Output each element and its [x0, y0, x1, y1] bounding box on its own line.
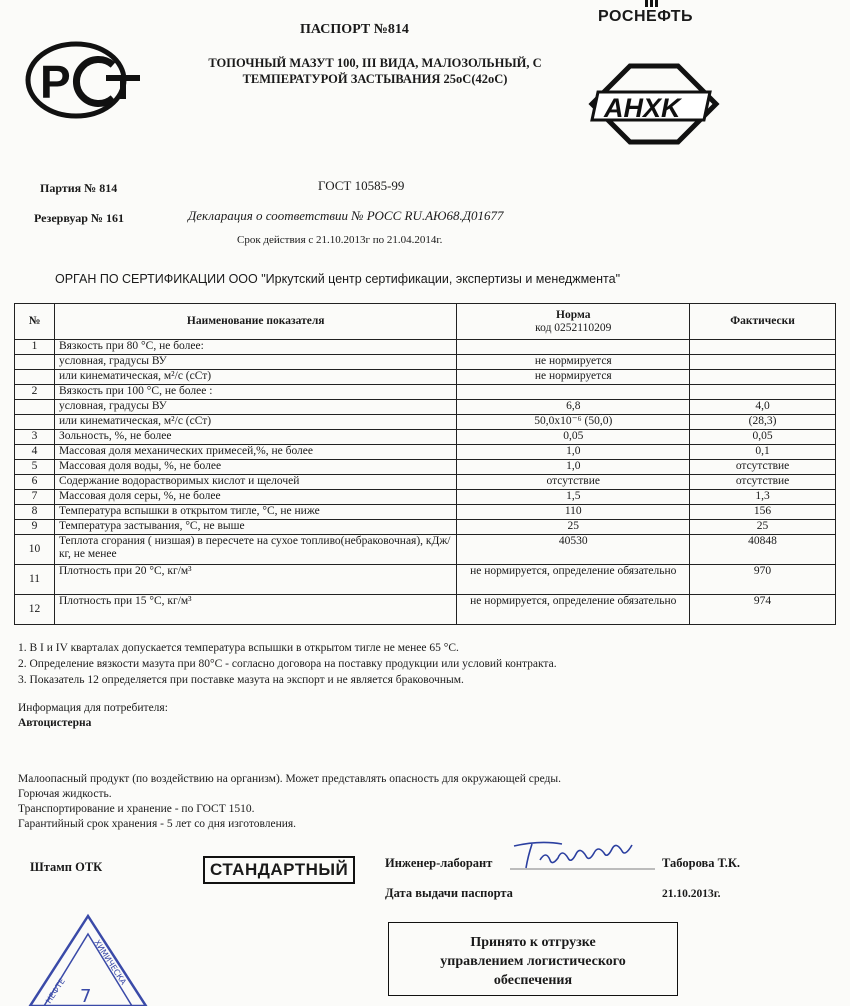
row-parameter-name: Теплота сгорания ( низшая) в пересчете на сухое топливо(небраковочная), кДж/кг, не менее	[54, 535, 456, 565]
table-row	[15, 595, 836, 625]
party-number: Партия № 814	[40, 181, 118, 195]
header-norm	[457, 304, 690, 340]
row-norm-value: 1,0	[457, 460, 690, 475]
row-parameter-name: или кинематическая, м²/с (сСт)	[54, 370, 456, 385]
company-seal	[28, 912, 148, 1006]
row-parameter-name: или кинематическая, м²/с (сСт)	[54, 415, 456, 430]
row-actual-value: 974	[690, 595, 836, 625]
row-parameter-name: Массовая доля механических примесей,%, не более	[54, 445, 456, 460]
subtitle-line-2: ТЕМПЕРАТУРОЙ ЗАСТЫВАНИЯ 25оС(42оС)	[242, 72, 508, 86]
row-actual-value: отсутствие	[690, 460, 836, 475]
row-parameter-name: Температура застывания, °С, не выше	[54, 520, 456, 535]
engineer-signature	[510, 838, 660, 872]
issue-date: 21.10.2013г.	[662, 888, 721, 900]
svg-text:7: 7	[80, 986, 92, 1006]
accept-line-1: Принято к отгрузке	[470, 935, 596, 950]
engineer-name: Таборова Т.К.	[662, 856, 741, 870]
row-number: 6	[15, 475, 55, 490]
row-norm-value: 50,0х10⁻⁶ (50,0)	[457, 415, 690, 430]
row-parameter-name: Вязкость при 100 °С, не более :	[54, 385, 456, 400]
declaration: Декларация о соответствии № РОСС RU.АЮ68.Д01677	[188, 208, 504, 223]
validity-period: Срок действия с 21.10.2013г по 21.04.2014г.	[237, 234, 443, 246]
row-number: 12	[15, 595, 55, 625]
issue-date-label: Дата выдачи паспорта	[385, 886, 513, 900]
row-parameter-name: Зольность, %, не более	[54, 430, 456, 445]
svg-text:P: P	[40, 56, 71, 108]
row-norm-value: 110	[457, 505, 690, 520]
table-row	[15, 415, 836, 430]
table-row	[15, 430, 836, 445]
row-actual-value: 4,0	[690, 400, 836, 415]
row-norm-value: не нормируется	[457, 370, 690, 385]
standard-stamp: СТАНДАРТНЫЙ	[203, 856, 355, 884]
row-norm-value: 40530	[457, 535, 690, 565]
row-actual-value: 0,05	[690, 430, 836, 445]
rosneft-mark-icon	[644, 0, 660, 8]
row-number	[15, 355, 55, 370]
row-parameter-name: Плотность при 20 °С, кг/м³	[54, 565, 456, 595]
row-actual-value: 1,3	[690, 490, 836, 505]
row-actual-value: 970	[690, 565, 836, 595]
row-parameter-name: Вязкость при 80 °С, не более:	[54, 340, 456, 355]
row-number: 10	[15, 535, 55, 565]
row-number: 1	[15, 340, 55, 355]
rosneft-logo-text: РОСНЕФТЬ	[598, 8, 694, 25]
note-3: 3. Показатель 12 определяется при поставке мазута на экспорт и не является браковочным.	[18, 674, 464, 686]
header-norm-line-1: Норма	[556, 308, 591, 321]
header-fact: Фактически	[690, 304, 836, 340]
table-row	[15, 460, 836, 475]
row-number: 9	[15, 520, 55, 535]
shipment-acceptance-stamp	[388, 922, 678, 996]
row-number: 4	[15, 445, 55, 460]
engineer-label: Инженер-лаборант	[385, 856, 493, 870]
subtitle-line-1: ТОПОЧНЫЙ МАЗУТ 100, III ВИДА, МАЛОЗОЛЬНЫЙ, С	[208, 56, 542, 70]
table-row	[15, 385, 836, 400]
row-number: 5	[15, 460, 55, 475]
table-row	[15, 520, 836, 535]
row-norm-value: 25	[457, 520, 690, 535]
row-actual-value: 156	[690, 505, 836, 520]
row-number	[15, 415, 55, 430]
svg-text:НЕФТЕ: НЕФТЕ	[44, 976, 67, 1006]
table-row	[15, 565, 836, 595]
safety-line-1: Малоопасный продукт (по воздействию на организм). Может представлять опасность для окружающей среды.	[18, 773, 562, 785]
anhk-logo	[588, 62, 720, 146]
safety-info	[18, 772, 561, 832]
row-parameter-name: Массовая доля воды, %, не более	[54, 460, 456, 475]
notes	[18, 640, 557, 688]
table-row	[15, 355, 836, 370]
row-actual-value: 25	[690, 520, 836, 535]
reservoir-number: Резервуар № 161	[34, 211, 124, 225]
table-row	[15, 370, 836, 385]
row-parameter-name: Массовая доля серы, %, не более	[54, 490, 456, 505]
note-2: 2. Определение вязкости мазута при 80°С - согласно договора на поставку продукции или условий контракта.	[18, 658, 557, 670]
otk-stamp-label: Штамп ОТК	[30, 860, 103, 874]
safety-line-4: Гарантийный срок хранения - 5 лет со дня изготовления.	[18, 818, 297, 830]
row-number: 7	[15, 490, 55, 505]
row-number: 3	[15, 430, 55, 445]
table-row	[15, 445, 836, 460]
table-header-row	[15, 304, 836, 340]
row-number: 8	[15, 505, 55, 520]
row-actual-value	[690, 385, 836, 400]
row-norm-value: 6,8	[457, 400, 690, 415]
accept-line-2: управлением логистического	[440, 954, 626, 969]
note-1: 1. В I и IV кварталах допускается температура вспышки в открытом тигле не менее 65 °С.	[18, 642, 459, 654]
safety-line-3: Транспортирование и хранение - по ГОСТ 1510.	[18, 803, 255, 815]
row-number: 11	[15, 565, 55, 595]
row-norm-value: 1,5	[457, 490, 690, 505]
row-norm-value: не нормируется	[457, 355, 690, 370]
row-parameter-name: условная, градусы ВУ	[54, 400, 456, 415]
svg-text:ХИМИЧЕСКА: ХИМИЧЕСКА	[92, 938, 128, 987]
row-actual-value: отсутствие	[690, 475, 836, 490]
consumer-info-label: Информация для потребителя:	[18, 702, 168, 714]
row-norm-value: отсутствие	[457, 475, 690, 490]
row-actual-value	[690, 370, 836, 385]
header-num: №	[15, 304, 55, 340]
certification-body: ОРГАН ПО СЕРТИФИКАЦИИ ООО "Иркутский центр сертификации, экспертизы и менеджмента"	[55, 272, 621, 286]
row-number: 2	[15, 385, 55, 400]
consumer-info-value: Автоцистерна	[18, 717, 92, 729]
row-norm-value: не нормируется, определение обязательно	[457, 595, 690, 625]
safety-line-2: Горючая жидкость.	[18, 788, 112, 800]
table-row	[15, 535, 836, 565]
table-row	[15, 400, 836, 415]
table-row	[15, 340, 836, 355]
row-norm-value: 0,05	[457, 430, 690, 445]
svg-text:AHXK: AHXK	[604, 93, 681, 123]
row-actual-value	[690, 340, 836, 355]
table-row	[15, 475, 836, 490]
row-parameter-name: условная, градусы ВУ	[54, 355, 456, 370]
row-norm-value	[457, 340, 690, 355]
row-number	[15, 370, 55, 385]
row-number	[15, 400, 55, 415]
header-name: Наименование показателя	[54, 304, 456, 340]
row-parameter-name: Содержание водорастворимых кислот и щелочей	[54, 475, 456, 490]
header-norm-line-2: код 0252110209	[535, 321, 612, 334]
table-row	[15, 490, 836, 505]
row-actual-value	[690, 355, 836, 370]
row-parameter-name: Температура вспышки в открытом тигле, °С, не ниже	[54, 505, 456, 520]
specification-table	[14, 303, 836, 625]
row-actual-value: 40848	[690, 535, 836, 565]
accept-line-3: обеспечения	[493, 973, 573, 988]
row-actual-value: 0,1	[690, 445, 836, 460]
row-norm-value: не нормируется, определение обязательно	[457, 565, 690, 595]
row-norm-value	[457, 385, 690, 400]
passport-title: ПАСПОРТ №814	[300, 22, 409, 37]
gost-number: ГОСТ 10585-99	[318, 178, 405, 193]
table-row	[15, 505, 836, 520]
row-norm-value: 1,0	[457, 445, 690, 460]
pct-logo	[18, 40, 143, 120]
row-parameter-name: Плотность при 15 °С, кг/м³	[54, 595, 456, 625]
product-subtitle	[195, 55, 555, 87]
row-actual-value: (28,3)	[690, 415, 836, 430]
